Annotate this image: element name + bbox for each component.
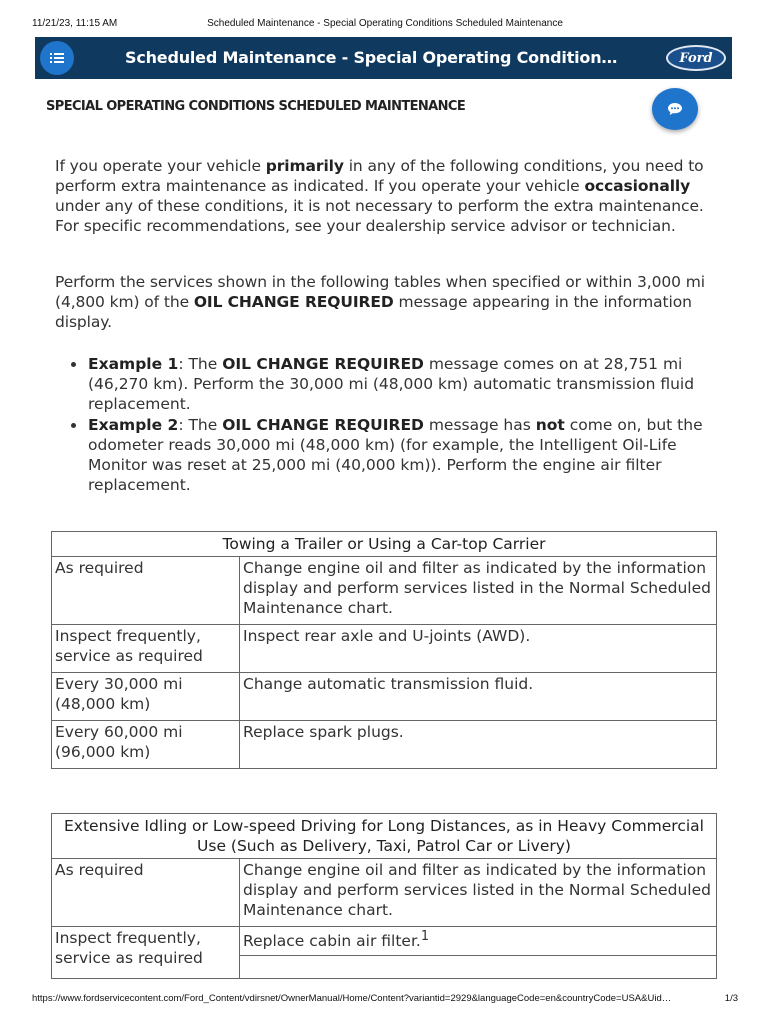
- example-bold-message: OIL CHANGE REQUIRED: [222, 355, 424, 373]
- interval-cell: As required: [52, 557, 240, 625]
- example-text: come on, but the odometer reads 30,000 mi (48,000 km) (for example, the Intelligent Oil-Life Monitor was reset at 25,000 mi (40,000 km)). Perform the engine air filter replacement.: [88, 416, 703, 494]
- service-subcell: [240, 927, 716, 956]
- list-item: [88, 415, 728, 495]
- footnote-marker[interactable]: 1: [420, 929, 430, 944]
- service-cell: Replace spark plugs.: [240, 721, 717, 769]
- ford-logo: [666, 45, 726, 71]
- interval-cell: As required: [52, 859, 240, 927]
- table-row: [52, 557, 717, 625]
- service-text: Replace cabin air filter.: [243, 932, 421, 951]
- perform-bold-message: OIL CHANGE REQUIRED: [193, 293, 394, 311]
- example-text: message has: [423, 416, 536, 434]
- intro-text-1: If you operate your vehicle: [55, 157, 266, 175]
- table-row: [52, 625, 717, 673]
- interval-cell: Inspect frequently, service as required: [52, 927, 240, 979]
- example-label: Example 2: [88, 416, 179, 434]
- perform-paragraph: [55, 272, 720, 332]
- print-header: [32, 18, 738, 32]
- interval-cell: Every 60,000 mi (96,000 km): [52, 721, 240, 769]
- example-text: : The: [178, 355, 223, 373]
- print-title: Scheduled Maintenance - Special Operating Conditions Scheduled Maintenance: [207, 18, 563, 29]
- service-cell: [240, 927, 717, 979]
- chat-bubble-icon: [667, 102, 683, 116]
- intro-text-3: under any of these conditions, it is not necessary to perform the extra maintenance. For specific recommendations, see your dealership service advisor or technician.: [55, 197, 704, 235]
- menu-button[interactable]: [40, 41, 74, 75]
- table-row: [52, 927, 717, 979]
- list-item: [88, 354, 728, 414]
- example-bold-not: not: [535, 416, 565, 434]
- list-icon: [50, 52, 64, 64]
- intro-text-2: in any of the following conditions, you need to perform extra maintenance as indicated. If you operate your vehicle: [55, 157, 704, 195]
- page-number: 1/3: [724, 993, 738, 1004]
- ford-logo-text: Ford: [679, 50, 713, 66]
- example-text: : The: [178, 416, 223, 434]
- print-datetime: 11/21/23, 11:15 AM: [32, 18, 118, 29]
- app-bar-title: Scheduled Maintenance - Special Operating Condition…: [125, 48, 618, 67]
- perform-text-1: Perform the services shown in the following tables when specified or within 3,000 mi (4,800 km) of the: [55, 273, 705, 311]
- service-cell: Change automatic transmission fluid.: [240, 673, 717, 721]
- table-header: Extensive Idling or Low-speed Driving for Long Distances, as in Heavy Commercial Use (Such as Delivery, Taxi, Patrol Car or Livery): [52, 814, 717, 859]
- service-cell: Change engine oil and filter as indicated by the information display and perform services listed in the Normal Scheduled Maintenance chart.: [240, 557, 717, 625]
- example-label: Example 1: [88, 355, 179, 373]
- table-row: [52, 859, 717, 927]
- perform-text-2: message appearing in the information display.: [55, 293, 692, 331]
- interval-cell: Inspect frequently, service as required: [52, 625, 240, 673]
- chat-button[interactable]: [652, 88, 698, 130]
- page-url: https://www.fordservicecontent.com/Ford_Content/vdirsnet/OwnerManual/Home/Content?variantid=2929&languageCode=en&countryCode=USA&Uid…: [32, 993, 672, 1004]
- table-row: [52, 721, 717, 769]
- intro-paragraph: [55, 156, 720, 236]
- interval-cell: Every 30,000 mi (48,000 km): [52, 673, 240, 721]
- print-footer: [32, 993, 738, 1007]
- example-text: message comes on at 28,751 mi (46,270 km). Perform the 30,000 mi (48,000 km) automatic transmission fluid replacement.: [88, 355, 695, 413]
- intro-bold-occasionally: occasionally: [584, 177, 691, 195]
- table-header: Towing a Trailer or Using a Car-top Carrier: [52, 532, 717, 557]
- service-cell: Inspect rear axle and U-joints (AWD).: [240, 625, 717, 673]
- table-row: [52, 673, 717, 721]
- intro-bold-primarily: primarily: [265, 157, 344, 175]
- page-heading: SPECIAL OPERATING CONDITIONS SCHEDULED MAINTENANCE: [46, 99, 466, 114]
- service-cell: Change engine oil and filter as indicated by the information display and perform services listed in the Normal Scheduled Maintenance chart.: [240, 859, 717, 927]
- idling-maintenance-table: [51, 813, 717, 979]
- examples-list: [88, 354, 728, 496]
- towing-maintenance-table: [51, 531, 717, 769]
- example-bold-message: OIL CHANGE REQUIRED: [222, 416, 424, 434]
- top-app-bar: [35, 37, 732, 79]
